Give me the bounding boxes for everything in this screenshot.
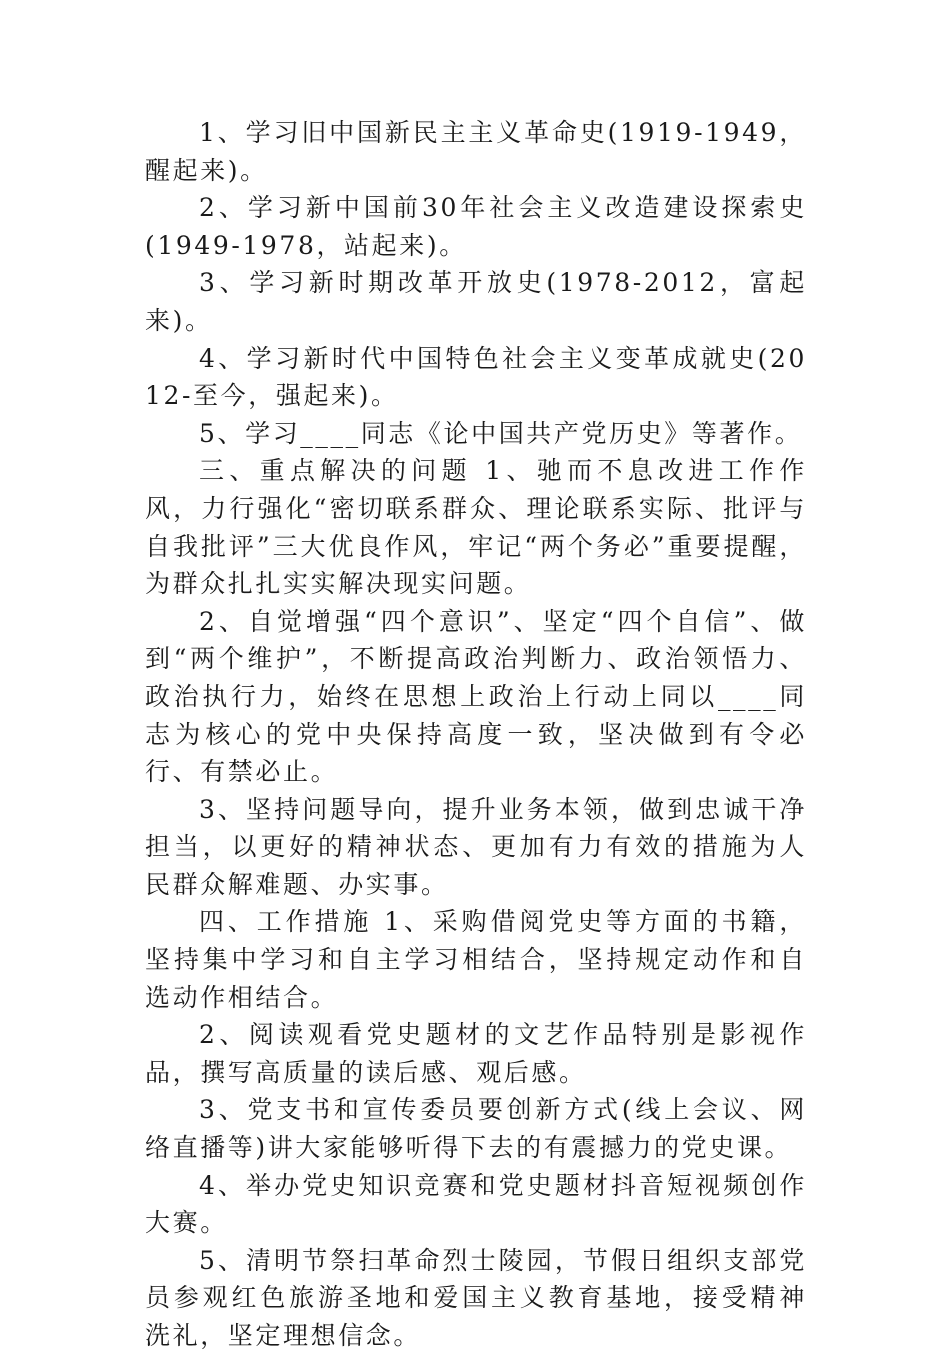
study-item-2: 2、学习新中国前30年社会主义改造建设探索史(1949-1978，站起来)。 bbox=[145, 193, 807, 260]
key-issue-2: 2、自觉增强“四个意识”、坚定“四个自信”、做到“两个维护”，不断提高政治判断力、政治领悟力、政治执行力，始终在思想上政治上行动上同以____同志为核心的党中央保持高度一致，坚决做到有令必行、有禁必止。 bbox=[145, 606, 807, 787]
key-issue-3: 3、坚持问题导向，提升业务本领，做到忠诚干净担当，以更好的精神状态、更加有力有效的措施为人民群众解难题、办实事。 bbox=[145, 794, 807, 899]
study-item-4: 4、学习新时代中国特色社会主义变革成就史(2012-至今，强起来)。 bbox=[145, 343, 807, 411]
measure-5: 5、清明节祭扫革命烈士陵园，节假日组织支部党员参观红色旅游圣地和爱国主义教育基地，接受精神洗礼，坚定理想信念。 bbox=[145, 1245, 807, 1350]
measures-section: 四、工作措施 1、采购借阅党史等方面的书籍，坚持集中学习和自主学习相结合，坚持规定动作和自选动作相结合。 bbox=[145, 907, 807, 1012]
study-item-5: 5、学习____同志《论中国共产党历史》等著作。 bbox=[199, 418, 803, 448]
study-item-3: 3、学习新时期改革开放史(1978-2012，富起来)。 bbox=[145, 268, 807, 335]
document-body bbox=[145, 114, 807, 1355]
study-item-1: 1、学习旧中国新民主主义革命史(1919-1949，醒起来)。 bbox=[145, 118, 807, 185]
measure-4: 4、举办党史知识竞赛和党史题材抖音短视频创作大赛。 bbox=[145, 1170, 807, 1238]
measure-3: 3、党支书和宣传委员要创新方式(线上会议、网络直播等)讲大家能够听得下去的有震撼力的党史课。 bbox=[145, 1095, 807, 1163]
measure-2: 2、阅读观看党史题材的文艺作品特别是影视作品，撰写高质量的读后感、观后感。 bbox=[145, 1020, 807, 1087]
key-issues-section: 三、重点解决的问题 1、驰而不息改进工作作风，力行强化“密切联系群众、理论联系实际、批评与自我批评”三大优良作风，牢记“两个务必”重要提醒，为群众扎扎实实解决现实问题。 bbox=[145, 456, 807, 599]
